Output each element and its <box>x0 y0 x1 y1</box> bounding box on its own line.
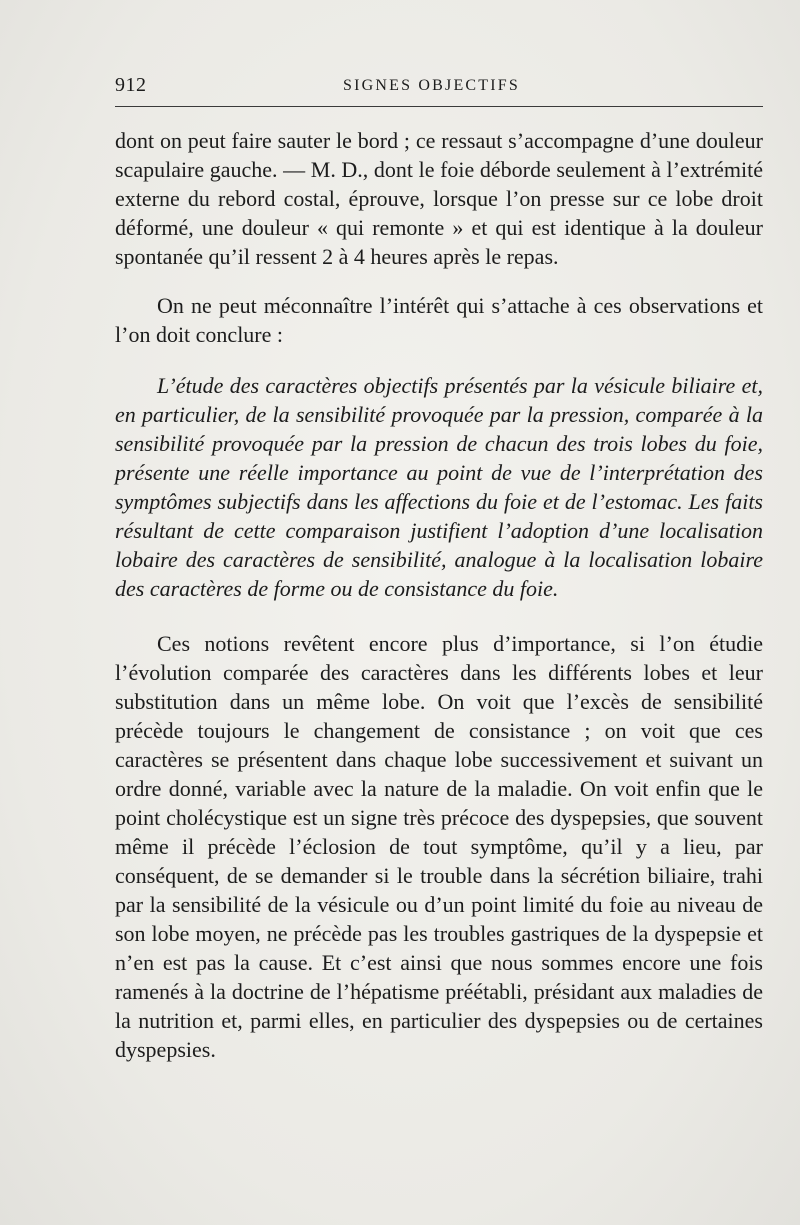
page-body <box>115 126 763 1064</box>
paragraph-conclusion-italic: L’étude des caractères objectifs présentés par la vésicule biliaire et, en particulier, de la sensibilité provoquée par la pression, comparée à la sensibilité provoquée par la pression de chacun des trois lobes du foie, présente une réelle importance au point de vue de l’interprétation des symptômes subjectifs dans les affections du foie et de l’estomac. Les faits résultant de cette comparaison justifient l’adoption d’une localisation lobaire des caractères de sensibilité, analogue à la localisation lobaire des caractères de forme ou de consistance du foie. <box>115 373 763 601</box>
paragraph-evolution: Ces notions revêtent encore plus d’importance, si l’on étudie l’évolution comparée des caractères dans les différents lobes et leur substitution dans un même lobe. On voit que l’excès de sensibilité précède toujours le changement de consistance ; on voit que ces caractères se présentent dans chaque lobe successivement et suivant un ordre donné, variable avec la nature de la maladie. On voit enfin que le point cholécystique est un signe très précoce des dyspepsies, que souvent même il précède l’éclosion de tout symptôme, qu’il y a lieu, par conséquent, de se demander si le trouble dans la sécrétion biliaire, trahi par la sensibilité de la vésicule ou d’un point limité du foie au niveau de son lobe moyen, ne précède pas les troubles gastriques de la dyspepsie et n’en est pas la cause. Et c’est ainsi que nous sommes encore une fois ramenés à la doctrine de l’hépatisme préétabli, présidant aux maladies de la nutrition et, parmi elles, en particulier des dyspepsies ou de certaines dyspepsies. <box>115 631 763 1062</box>
paragraph-observations: On ne peut méconnaître l’intérêt qui s’attache à ces observations et l’on doit conclure : <box>115 293 763 347</box>
paragraph-continuation: dont on peut faire sauter le bord ; ce ressaut s’accompagne d’une douleur scapulaire gauche. — M. D., dont le foie déborde seulement à l’extrémité externe du rebord costal, éprouve, lorsque l’on presse sur ce lobe droit déformé, une douleur « qui remonte » et qui est identique à la douleur spontanée qu’il ressent 2 à 4 heures après le repas. <box>115 128 763 269</box>
header-rule <box>115 106 763 107</box>
page-header <box>115 74 763 102</box>
running-title: SIGNES OBJECTIFS <box>343 77 521 94</box>
page-number: 912 <box>115 74 147 96</box>
